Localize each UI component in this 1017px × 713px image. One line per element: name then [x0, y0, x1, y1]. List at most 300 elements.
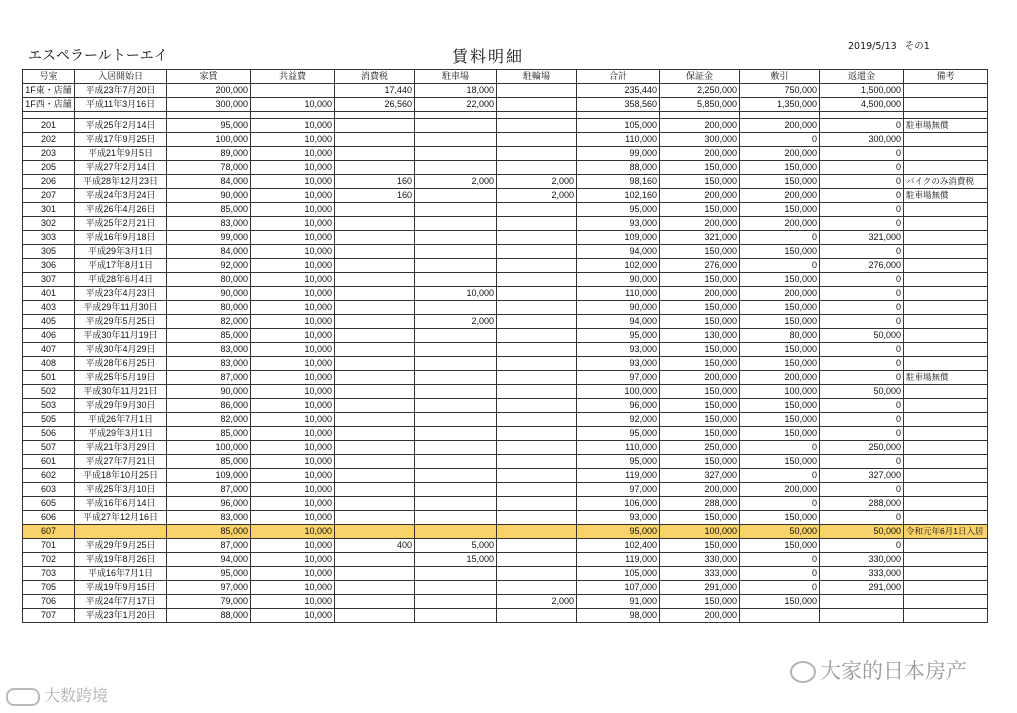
cell-total: 95,000: [577, 455, 660, 469]
cell-room: 405: [23, 315, 75, 329]
cell-remarks: [904, 455, 988, 469]
cell-bike-parking: [497, 399, 577, 413]
cell-start-date: 平成29年5月25日: [75, 315, 167, 329]
cell-deposit: 327,000: [660, 469, 740, 483]
cell-start-date: 平成25年3月10日: [75, 483, 167, 497]
cell-bike-parking: [497, 371, 577, 385]
cell-remarks: [904, 581, 988, 595]
cell-common-fee: 10,000: [251, 385, 335, 399]
cell-parking: 5,000: [415, 539, 497, 553]
cell-rent: 83,000: [167, 217, 251, 231]
cell-parking: [415, 161, 497, 175]
cell-deposit: 200,000: [660, 147, 740, 161]
cell-common-fee: 10,000: [251, 301, 335, 315]
cell-bike-parking: [497, 133, 577, 147]
cell-common-fee: 10,000: [251, 119, 335, 133]
cell-common-fee: 10,000: [251, 147, 335, 161]
cell-rent: 87,000: [167, 539, 251, 553]
cell-shikibiki: 50,000: [740, 525, 820, 539]
cell-remarks: 令和元年6月1日入居: [904, 525, 988, 539]
cell-common-fee: 10,000: [251, 469, 335, 483]
cell-total: 92,000: [577, 413, 660, 427]
cell-remarks: [904, 259, 988, 273]
cell-remarks: [904, 133, 988, 147]
cell-refund: 321,000: [820, 231, 904, 245]
cell-shikibiki: 0: [740, 231, 820, 245]
cell-common-fee: 10,000: [251, 343, 335, 357]
cell-remarks: [904, 301, 988, 315]
cell-room: 203: [23, 147, 75, 161]
cell-common-fee: 10,000: [251, 231, 335, 245]
cell-remarks: [904, 273, 988, 287]
cell-rent: 100,000: [167, 133, 251, 147]
cell-room: 502: [23, 385, 75, 399]
cell-consumption-tax: [335, 525, 415, 539]
cell-refund: 0: [820, 119, 904, 133]
cell-deposit: 200,000: [660, 483, 740, 497]
cell-parking: [415, 441, 497, 455]
cell-rent: 83,000: [167, 343, 251, 357]
cell-parking: [415, 189, 497, 203]
table-row: [23, 441, 988, 455]
col-header-deposit: 保証金: [660, 70, 740, 84]
cell-common-fee: 10,000: [251, 329, 335, 343]
cell-consumption-tax: 160: [335, 175, 415, 189]
cell-start-date: 平成30年4月29日: [75, 343, 167, 357]
cell-room: 507: [23, 441, 75, 455]
cell-room: 307: [23, 273, 75, 287]
cell-rent: 85,000: [167, 329, 251, 343]
col-header-rent: 家賃: [167, 70, 251, 84]
cell-refund: 327,000: [820, 469, 904, 483]
cell-rent: 83,000: [167, 511, 251, 525]
cell-total: 119,000: [577, 553, 660, 567]
table-row: [23, 98, 988, 112]
cell-deposit: 150,000: [660, 511, 740, 525]
cell-shikibiki: 150,000: [740, 539, 820, 553]
cell-total: 96,000: [577, 399, 660, 413]
cell-consumption-tax: [335, 301, 415, 315]
cell-total: 235,440: [577, 84, 660, 98]
cell-refund: 50,000: [820, 525, 904, 539]
table-row: [23, 189, 988, 203]
cell-consumption-tax: [335, 217, 415, 231]
cell-consumption-tax: [335, 413, 415, 427]
cell-room: 407: [23, 343, 75, 357]
cell-consumption-tax: [335, 231, 415, 245]
cell-room: [23, 112, 75, 119]
cell-start-date: [75, 525, 167, 539]
cell-remarks: [904, 98, 988, 112]
cell-room: 408: [23, 357, 75, 371]
cell-total: 97,000: [577, 371, 660, 385]
cell-refund: 300,000: [820, 133, 904, 147]
table-row: [23, 133, 988, 147]
cell-total: 106,000: [577, 497, 660, 511]
cell-common-fee: 10,000: [251, 259, 335, 273]
cell-bike-parking: [497, 497, 577, 511]
cell-parking: 2,000: [415, 175, 497, 189]
cell-common-fee: 10,000: [251, 287, 335, 301]
cell-consumption-tax: [335, 245, 415, 259]
cell-bike-parking: [497, 112, 577, 119]
cell-room: 206: [23, 175, 75, 189]
cell-parking: [415, 581, 497, 595]
cell-shikibiki: 150,000: [740, 427, 820, 441]
cell-refund: [820, 112, 904, 119]
cell-total: 105,000: [577, 567, 660, 581]
cell-shikibiki: 100,000: [740, 385, 820, 399]
cell-rent: 100,000: [167, 441, 251, 455]
cell-refund: 288,000: [820, 497, 904, 511]
cell-common-fee: 10,000: [251, 539, 335, 553]
cell-deposit: 150,000: [660, 245, 740, 259]
cell-deposit: 150,000: [660, 315, 740, 329]
cell-rent: 99,000: [167, 231, 251, 245]
cell-parking: [415, 147, 497, 161]
cell-remarks: [904, 497, 988, 511]
cell-parking: [415, 525, 497, 539]
cell-start-date: 平成16年9月18日: [75, 231, 167, 245]
cell-common-fee: 10,000: [251, 595, 335, 609]
cell-bike-parking: [497, 581, 577, 595]
cell-remarks: [904, 315, 988, 329]
cell-room: 403: [23, 301, 75, 315]
cell-refund: 0: [820, 399, 904, 413]
table-row: [23, 203, 988, 217]
rent-ledger-table: [22, 69, 988, 623]
col-header-common-fee: 共益費: [251, 70, 335, 84]
cell-refund: 0: [820, 273, 904, 287]
cell-deposit: 200,000: [660, 189, 740, 203]
cell-refund: 0: [820, 343, 904, 357]
cell-rent: 90,000: [167, 385, 251, 399]
cell-rent: 92,000: [167, 259, 251, 273]
watermark-right-text: 大家的日本房产: [820, 659, 967, 683]
cell-remarks: [904, 567, 988, 581]
cell-shikibiki: 150,000: [740, 301, 820, 315]
cell-parking: [415, 273, 497, 287]
table-row: [23, 553, 988, 567]
cell-total: 102,160: [577, 189, 660, 203]
cell-start-date: 平成19年8月26日: [75, 553, 167, 567]
cell-parking: [415, 217, 497, 231]
cell-bike-parking: [497, 273, 577, 287]
table-row: [23, 119, 988, 133]
table-row: [23, 595, 988, 609]
table-row: [23, 455, 988, 469]
col-header-shikibiki: 敷引: [740, 70, 820, 84]
cell-common-fee: 10,000: [251, 273, 335, 287]
cell-remarks: [904, 203, 988, 217]
cell-bike-parking: 2,000: [497, 595, 577, 609]
cell-start-date: 平成28年12月23日: [75, 175, 167, 189]
cell-start-date: 平成27年12月16日: [75, 511, 167, 525]
cell-room: 706: [23, 595, 75, 609]
wechat-icon: [790, 661, 816, 683]
cell-rent: 86,000: [167, 399, 251, 413]
col-header-refund: 返還金: [820, 70, 904, 84]
cell-remarks: バイクのみ消費税: [904, 175, 988, 189]
cell-deposit: 250,000: [660, 441, 740, 455]
cell-consumption-tax: [335, 385, 415, 399]
cell-bike-parking: [497, 469, 577, 483]
watermark-logo-icon: [6, 688, 40, 706]
cell-start-date: 平成29年11月30日: [75, 301, 167, 315]
cell-common-fee: 10,000: [251, 175, 335, 189]
cell-parking: [415, 511, 497, 525]
cell-shikibiki: 150,000: [740, 511, 820, 525]
cell-refund: 0: [820, 511, 904, 525]
cell-deposit: 276,000: [660, 259, 740, 273]
cell-parking: 15,000: [415, 553, 497, 567]
cell-deposit: 200,000: [660, 119, 740, 133]
cell-deposit: 300,000: [660, 133, 740, 147]
cell-room: 306: [23, 259, 75, 273]
cell-rent: 83,000: [167, 357, 251, 371]
cell-common-fee: 10,000: [251, 497, 335, 511]
cell-refund: 330,000: [820, 553, 904, 567]
table-row: [23, 483, 988, 497]
cell-bike-parking: [497, 98, 577, 112]
cell-consumption-tax: [335, 567, 415, 581]
cell-bike-parking: [497, 427, 577, 441]
cell-parking: [415, 371, 497, 385]
cell-refund: 50,000: [820, 385, 904, 399]
cell-total: 95,000: [577, 329, 660, 343]
cell-bike-parking: [497, 511, 577, 525]
cell-deposit: 150,000: [660, 539, 740, 553]
cell-refund: 0: [820, 175, 904, 189]
table-row: [23, 413, 988, 427]
cell-common-fee: 10,000: [251, 98, 335, 112]
cell-rent: 82,000: [167, 315, 251, 329]
cell-deposit: 321,000: [660, 231, 740, 245]
cell-total: 97,000: [577, 483, 660, 497]
cell-start-date: [75, 112, 167, 119]
table-row: [23, 581, 988, 595]
cell-total: 99,000: [577, 147, 660, 161]
cell-room: 607: [23, 525, 75, 539]
cell-shikibiki: 150,000: [740, 399, 820, 413]
cell-total: 93,000: [577, 217, 660, 231]
cell-rent: 96,000: [167, 497, 251, 511]
cell-common-fee: 10,000: [251, 245, 335, 259]
cell-common-fee: 10,000: [251, 483, 335, 497]
cell-remarks: [904, 385, 988, 399]
cell-bike-parking: [497, 539, 577, 553]
cell-bike-parking: [497, 231, 577, 245]
cell-refund: 0: [820, 245, 904, 259]
cell-room: 1F東・店舗: [23, 84, 75, 98]
cell-shikibiki: 200,000: [740, 189, 820, 203]
cell-deposit: 150,000: [660, 161, 740, 175]
cell-total: 110,000: [577, 287, 660, 301]
cell-refund: 0: [820, 371, 904, 385]
cell-shikibiki: 1,350,000: [740, 98, 820, 112]
cell-refund: 0: [820, 413, 904, 427]
cell-parking: [415, 413, 497, 427]
cell-rent: 85,000: [167, 427, 251, 441]
cell-shikibiki: 150,000: [740, 357, 820, 371]
cell-room: 1F西・店舗: [23, 98, 75, 112]
cell-rent: 109,000: [167, 469, 251, 483]
cell-parking: [415, 329, 497, 343]
cell-room: 406: [23, 329, 75, 343]
cell-shikibiki: 150,000: [740, 245, 820, 259]
cell-deposit: 5,850,000: [660, 98, 740, 112]
cell-shikibiki: 200,000: [740, 217, 820, 231]
cell-remarks: [904, 343, 988, 357]
watermark-left: [6, 683, 108, 706]
cell-remarks: [904, 357, 988, 371]
cell-bike-parking: 2,000: [497, 189, 577, 203]
cell-rent: 78,000: [167, 161, 251, 175]
cell-shikibiki: 0: [740, 553, 820, 567]
col-header-room: 号室: [23, 70, 75, 84]
cell-refund: 0: [820, 161, 904, 175]
cell-room: 501: [23, 371, 75, 385]
cell-deposit: [660, 112, 740, 119]
cell-total: [577, 112, 660, 119]
cell-parking: [415, 385, 497, 399]
cell-start-date: 平成16年6月14日: [75, 497, 167, 511]
cell-refund: 276,000: [820, 259, 904, 273]
cell-start-date: 平成27年7月21日: [75, 455, 167, 469]
cell-room: 505: [23, 413, 75, 427]
cell-deposit: 330,000: [660, 553, 740, 567]
table-row: [23, 567, 988, 581]
cell-room: 705: [23, 581, 75, 595]
cell-parking: [415, 245, 497, 259]
cell-consumption-tax: [335, 469, 415, 483]
cell-total: 94,000: [577, 245, 660, 259]
cell-deposit: 200,000: [660, 371, 740, 385]
cell-room: 506: [23, 427, 75, 441]
cell-refund: 0: [820, 455, 904, 469]
cell-parking: [415, 133, 497, 147]
cell-total: 102,000: [577, 259, 660, 273]
cell-refund: 0: [820, 203, 904, 217]
cell-deposit: 150,000: [660, 413, 740, 427]
cell-parking: [415, 112, 497, 119]
cell-shikibiki: 200,000: [740, 147, 820, 161]
cell-start-date: 平成26年7月1日: [75, 413, 167, 427]
cell-room: 702: [23, 553, 75, 567]
cell-parking: [415, 343, 497, 357]
cell-common-fee: [251, 112, 335, 119]
col-header-start-date: 入居開始日: [75, 70, 167, 84]
cell-room: 207: [23, 189, 75, 203]
watermark-left-text: 大数跨境: [44, 686, 109, 705]
col-header-total: 合計: [577, 70, 660, 84]
table-row: [23, 259, 988, 273]
cell-start-date: 平成24年7月17日: [75, 595, 167, 609]
cell-total: 107,000: [577, 581, 660, 595]
cell-total: 90,000: [577, 301, 660, 315]
cell-consumption-tax: [335, 441, 415, 455]
cell-bike-parking: [497, 161, 577, 175]
table-row: [23, 469, 988, 483]
cell-bike-parking: [497, 567, 577, 581]
cell-remarks: 駐車場無償: [904, 371, 988, 385]
cell-total: 110,000: [577, 441, 660, 455]
cell-parking: [415, 483, 497, 497]
cell-refund: 0: [820, 483, 904, 497]
cell-parking: 22,000: [415, 98, 497, 112]
cell-total: 90,000: [577, 273, 660, 287]
cell-bike-parking: [497, 315, 577, 329]
cell-consumption-tax: 26,560: [335, 98, 415, 112]
cell-rent: 80,000: [167, 301, 251, 315]
cell-room: 601: [23, 455, 75, 469]
watermark-right: [790, 655, 967, 685]
cell-start-date: 平成18年10月25日: [75, 469, 167, 483]
cell-deposit: 200,000: [660, 609, 740, 623]
cell-consumption-tax: [335, 203, 415, 217]
cell-total: 105,000: [577, 119, 660, 133]
cell-shikibiki: 150,000: [740, 161, 820, 175]
cell-deposit: 150,000: [660, 399, 740, 413]
table-row: [23, 329, 988, 343]
cell-start-date: 平成28年6月25日: [75, 357, 167, 371]
cell-start-date: 平成29年3月1日: [75, 427, 167, 441]
cell-consumption-tax: [335, 343, 415, 357]
cell-deposit: 150,000: [660, 455, 740, 469]
cell-refund: 291,000: [820, 581, 904, 595]
cell-bike-parking: [497, 385, 577, 399]
cell-room: 605: [23, 497, 75, 511]
cell-total: 95,000: [577, 203, 660, 217]
cell-remarks: [904, 427, 988, 441]
cell-bike-parking: [497, 84, 577, 98]
cell-parking: [415, 301, 497, 315]
cell-consumption-tax: [335, 455, 415, 469]
cell-remarks: [904, 539, 988, 553]
cell-refund: 0: [820, 217, 904, 231]
cell-common-fee: 10,000: [251, 455, 335, 469]
cell-room: 602: [23, 469, 75, 483]
cell-total: 94,000: [577, 315, 660, 329]
cell-deposit: 150,000: [660, 203, 740, 217]
cell-consumption-tax: [335, 357, 415, 371]
cell-consumption-tax: [335, 399, 415, 413]
cell-deposit: 200,000: [660, 217, 740, 231]
cell-parking: [415, 119, 497, 133]
cell-shikibiki: 0: [740, 497, 820, 511]
cell-remarks: 駐車場無償: [904, 119, 988, 133]
cell-common-fee: 10,000: [251, 609, 335, 623]
cell-rent: 94,000: [167, 553, 251, 567]
table-row: [23, 511, 988, 525]
cell-bike-parking: [497, 483, 577, 497]
cell-total: 88,000: [577, 161, 660, 175]
cell-start-date: 平成11年3月16日: [75, 98, 167, 112]
cell-remarks: [904, 413, 988, 427]
cell-bike-parking: [497, 525, 577, 539]
table-row: [23, 315, 988, 329]
cell-parking: [415, 609, 497, 623]
cell-deposit: 150,000: [660, 343, 740, 357]
cell-consumption-tax: [335, 595, 415, 609]
cell-common-fee: 10,000: [251, 427, 335, 441]
cell-consumption-tax: 400: [335, 539, 415, 553]
cell-rent: 87,000: [167, 483, 251, 497]
cell-refund: 250,000: [820, 441, 904, 455]
cell-refund: 50,000: [820, 329, 904, 343]
cell-shikibiki: 150,000: [740, 203, 820, 217]
cell-room: 301: [23, 203, 75, 217]
